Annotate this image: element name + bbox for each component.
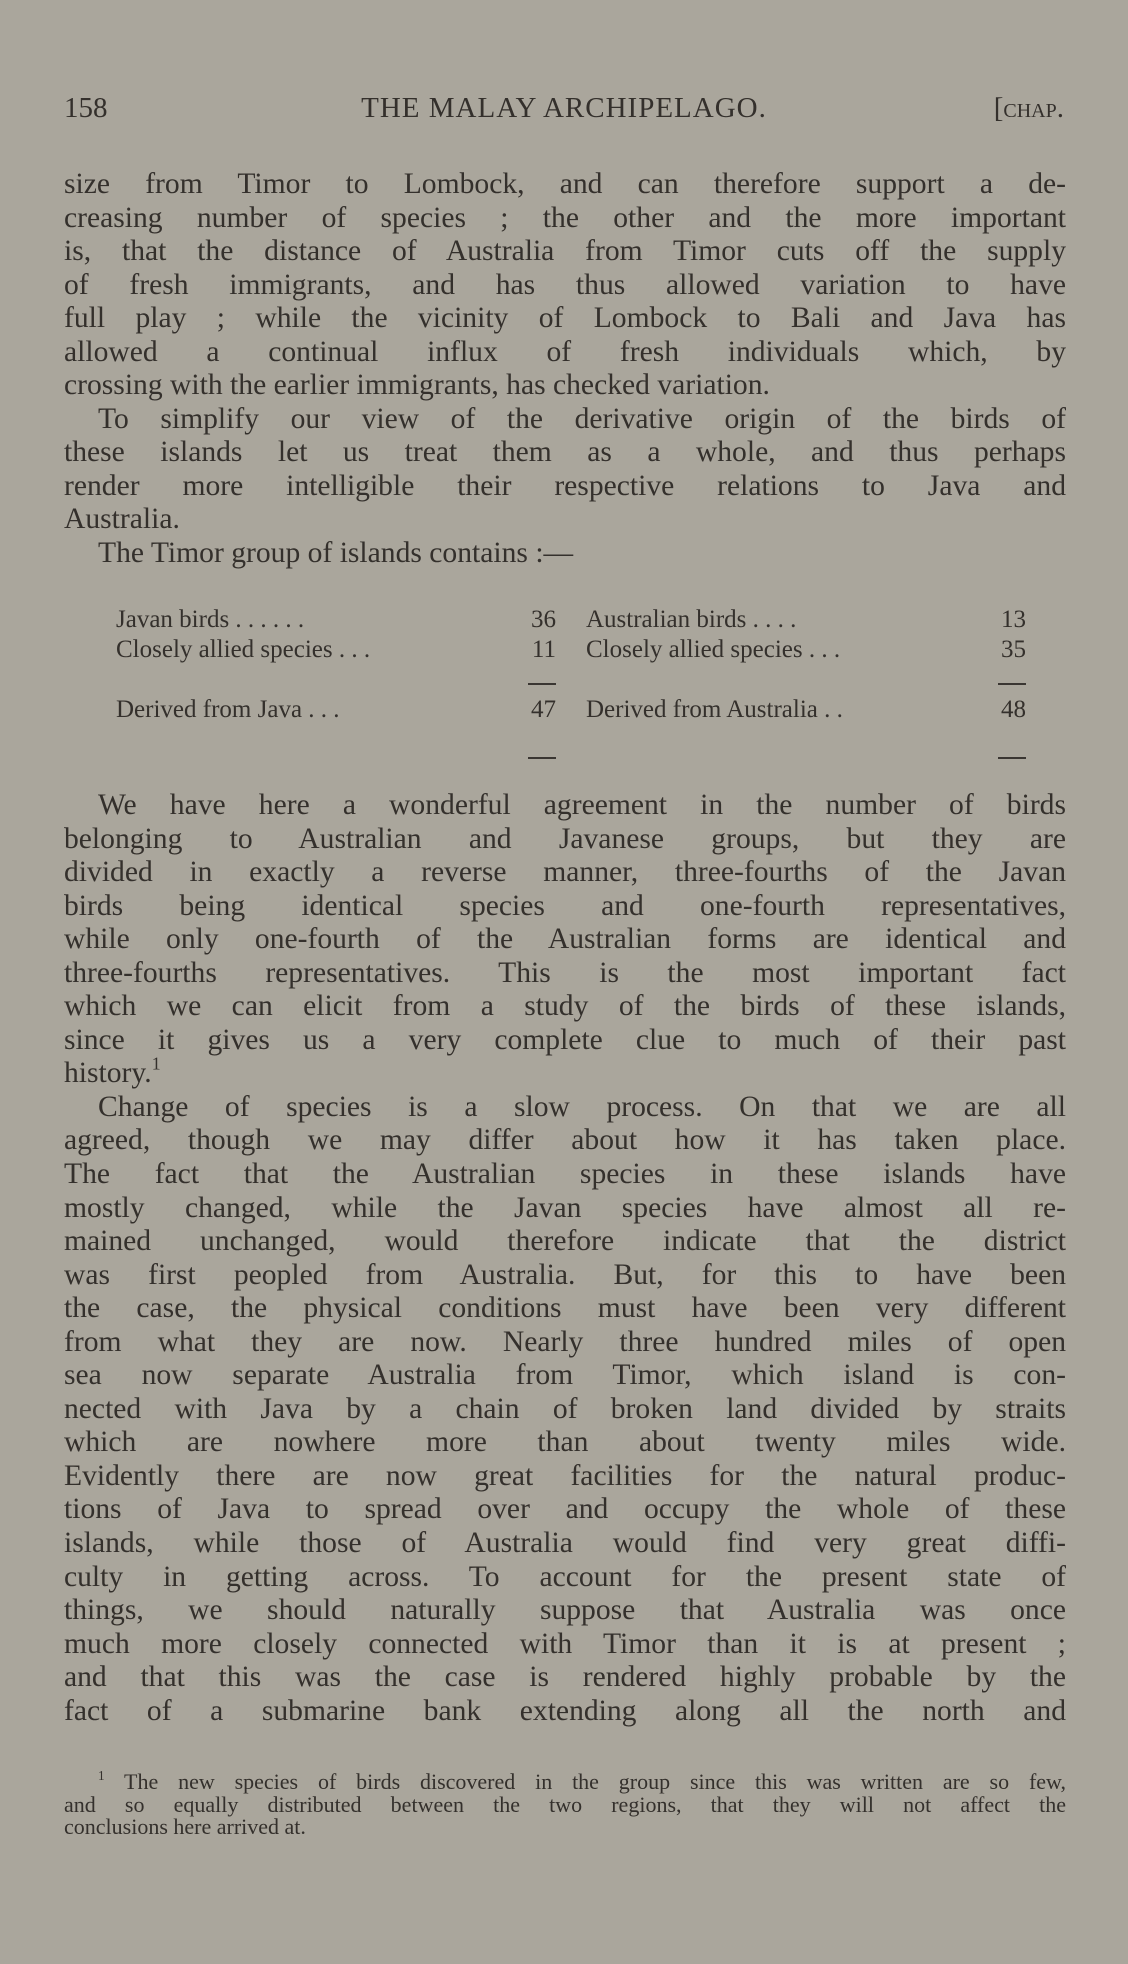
text-line: creasing number of species ; the other and the more important [64, 201, 1066, 234]
text-line: which we can elicit from a study of the birds of these islands, [64, 990, 1066, 1023]
text-line: Evidently there are now great facilities for the natural produc- [64, 1459, 1066, 1492]
text-line: allowed a continual influx of fresh individuals which, by [64, 335, 1066, 368]
row-label: Australian birds . . . . [586, 606, 797, 633]
text-line: the case, the physical conditions must have been very different [64, 1292, 1066, 1325]
footnote-text: The new species of birds discovered in the group since this was written are so few, [124, 1769, 1066, 1794]
sum-rule [528, 683, 556, 685]
text-line: size from Timor to Lombock, and can therefore support a de- [64, 168, 1066, 200]
page-header [64, 92, 1064, 132]
text-line: and that this was the case is rendered highly probable by the [64, 1661, 1066, 1694]
row-value: 35 [1001, 636, 1026, 663]
table-total-row [116, 695, 556, 725]
text-line: belonging to Australian and Javanese groups, but they are [64, 822, 1066, 855]
text-line: fact of a submarine bank extending along all the north and [64, 1694, 1066, 1727]
total-label: Derived from Australia . . [586, 696, 843, 723]
total-rule [528, 757, 556, 759]
text-block-lower [64, 789, 1066, 1728]
table-row [116, 635, 556, 665]
running-title: THE MALAY ARCHIPELAGO. [361, 92, 767, 124]
text-line-content: history. [64, 1057, 152, 1090]
text-line: The Timor group of islands contains :— [98, 537, 574, 570]
text-line: these islands let us treat them as a whole, and thus perhaps [64, 436, 1066, 469]
text-line: render more intelligible their respective relations to Java and [64, 469, 1066, 502]
text-line: since it gives us a very complete clue to much of their past [64, 1023, 1066, 1056]
sum-rule [998, 683, 1026, 685]
text-line: while only one-fourth of the Australian forms are identical and [64, 923, 1066, 956]
footnote-line: and so equally distributed between the two regions, that they will not affect the [64, 1791, 1066, 1817]
text-line: full play ; while the vicinity of Lombock to Bali and Java has [64, 302, 1066, 335]
footnote-marker: 1 [98, 1767, 105, 1783]
text-line: is, that the distance of Australia from Timor cuts off the supply [64, 235, 1066, 268]
text-line: three-fourths representatives. This is the most important fact [64, 956, 1066, 989]
table-total-row [586, 695, 1026, 725]
row-label: Javan birds . . . . . . [116, 606, 305, 633]
footnote-reference: 1 [151, 1053, 161, 1074]
javan-column [116, 605, 556, 725]
text-line: mained unchanged, would therefore indicate that the district [64, 1225, 1066, 1258]
footnote-line: conclusions here arrived at. [64, 1814, 306, 1839]
footnote-line [64, 1767, 1066, 1794]
text-line [64, 1053, 1066, 1091]
australian-column [586, 605, 1026, 725]
text-line: nected with Java by a chain of broken land divided by straits [64, 1392, 1066, 1425]
total-value: 48 [1001, 696, 1026, 723]
text-line: To simplify our view of the derivative origin of the birds of [98, 402, 1066, 435]
text-block-upper [64, 168, 1066, 571]
footnote [64, 1767, 1066, 1839]
paragraph-4 [64, 789, 1066, 1091]
total-value: 47 [531, 696, 556, 723]
text-line: birds being identical species and one-fourth representatives, [64, 889, 1066, 922]
row-label: Closely allied species . . . [116, 636, 371, 663]
text-line: divided in exactly a reverse manner, three-fourths of the Javan [64, 856, 1066, 889]
text-line: tions of Java to spread over and occupy the whole of these [64, 1493, 1066, 1526]
text-line: We have here a wonderful agreement in the number of birds [98, 789, 1066, 821]
text-line: sea now separate Australia from Timor, which island is con- [64, 1359, 1066, 1392]
paragraph-3 [64, 537, 1066, 571]
table-row [116, 605, 556, 635]
text-line: mostly changed, while the Javan species have almost all re- [64, 1191, 1066, 1224]
paragraph-1 [64, 168, 1066, 403]
text-line: crossing with the earlier immigrants, has checked variation. [64, 369, 770, 402]
total-rule [998, 757, 1026, 759]
row-label: Closely allied species . . . [586, 636, 841, 663]
row-value: 11 [531, 636, 556, 663]
text-line: from what they are now. Nearly three hundred miles of open [64, 1325, 1066, 1358]
text-line: which are nowhere more than about twenty miles wide. [64, 1426, 1066, 1459]
paragraph-5 [64, 1091, 1066, 1728]
table-row [586, 635, 1026, 665]
text-line: islands, while those of Australia would find very great diffi- [64, 1527, 1066, 1560]
text-line: of fresh immigrants, and has thus allowed variation to have [64, 268, 1066, 301]
text-line: Change of species is a slow process. On that we are all [98, 1090, 1066, 1123]
text-line: things, we should naturally suppose that Australia was once [64, 1594, 1066, 1627]
total-label: Derived from Java . . . [116, 696, 340, 723]
text-line: Australia. [64, 503, 180, 536]
text-line: culty in getting across. To account for the present state of [64, 1560, 1066, 1593]
table-row [586, 605, 1026, 635]
text-line: The fact that the Australian species in these islands have [64, 1158, 1066, 1191]
page-number: 158 [64, 92, 108, 124]
paragraph-2 [64, 403, 1066, 537]
row-value: 13 [1001, 606, 1026, 633]
row-value: 36 [531, 606, 556, 633]
chapter-label: [chap. [993, 92, 1064, 124]
text-line: agreed, though we may differ about how it has taken place. [64, 1124, 1066, 1157]
text-line: was first peopled from Australia. But, for this to have been [64, 1258, 1066, 1291]
text-line: much more closely connected with Timor than it is at present ; [64, 1627, 1066, 1660]
